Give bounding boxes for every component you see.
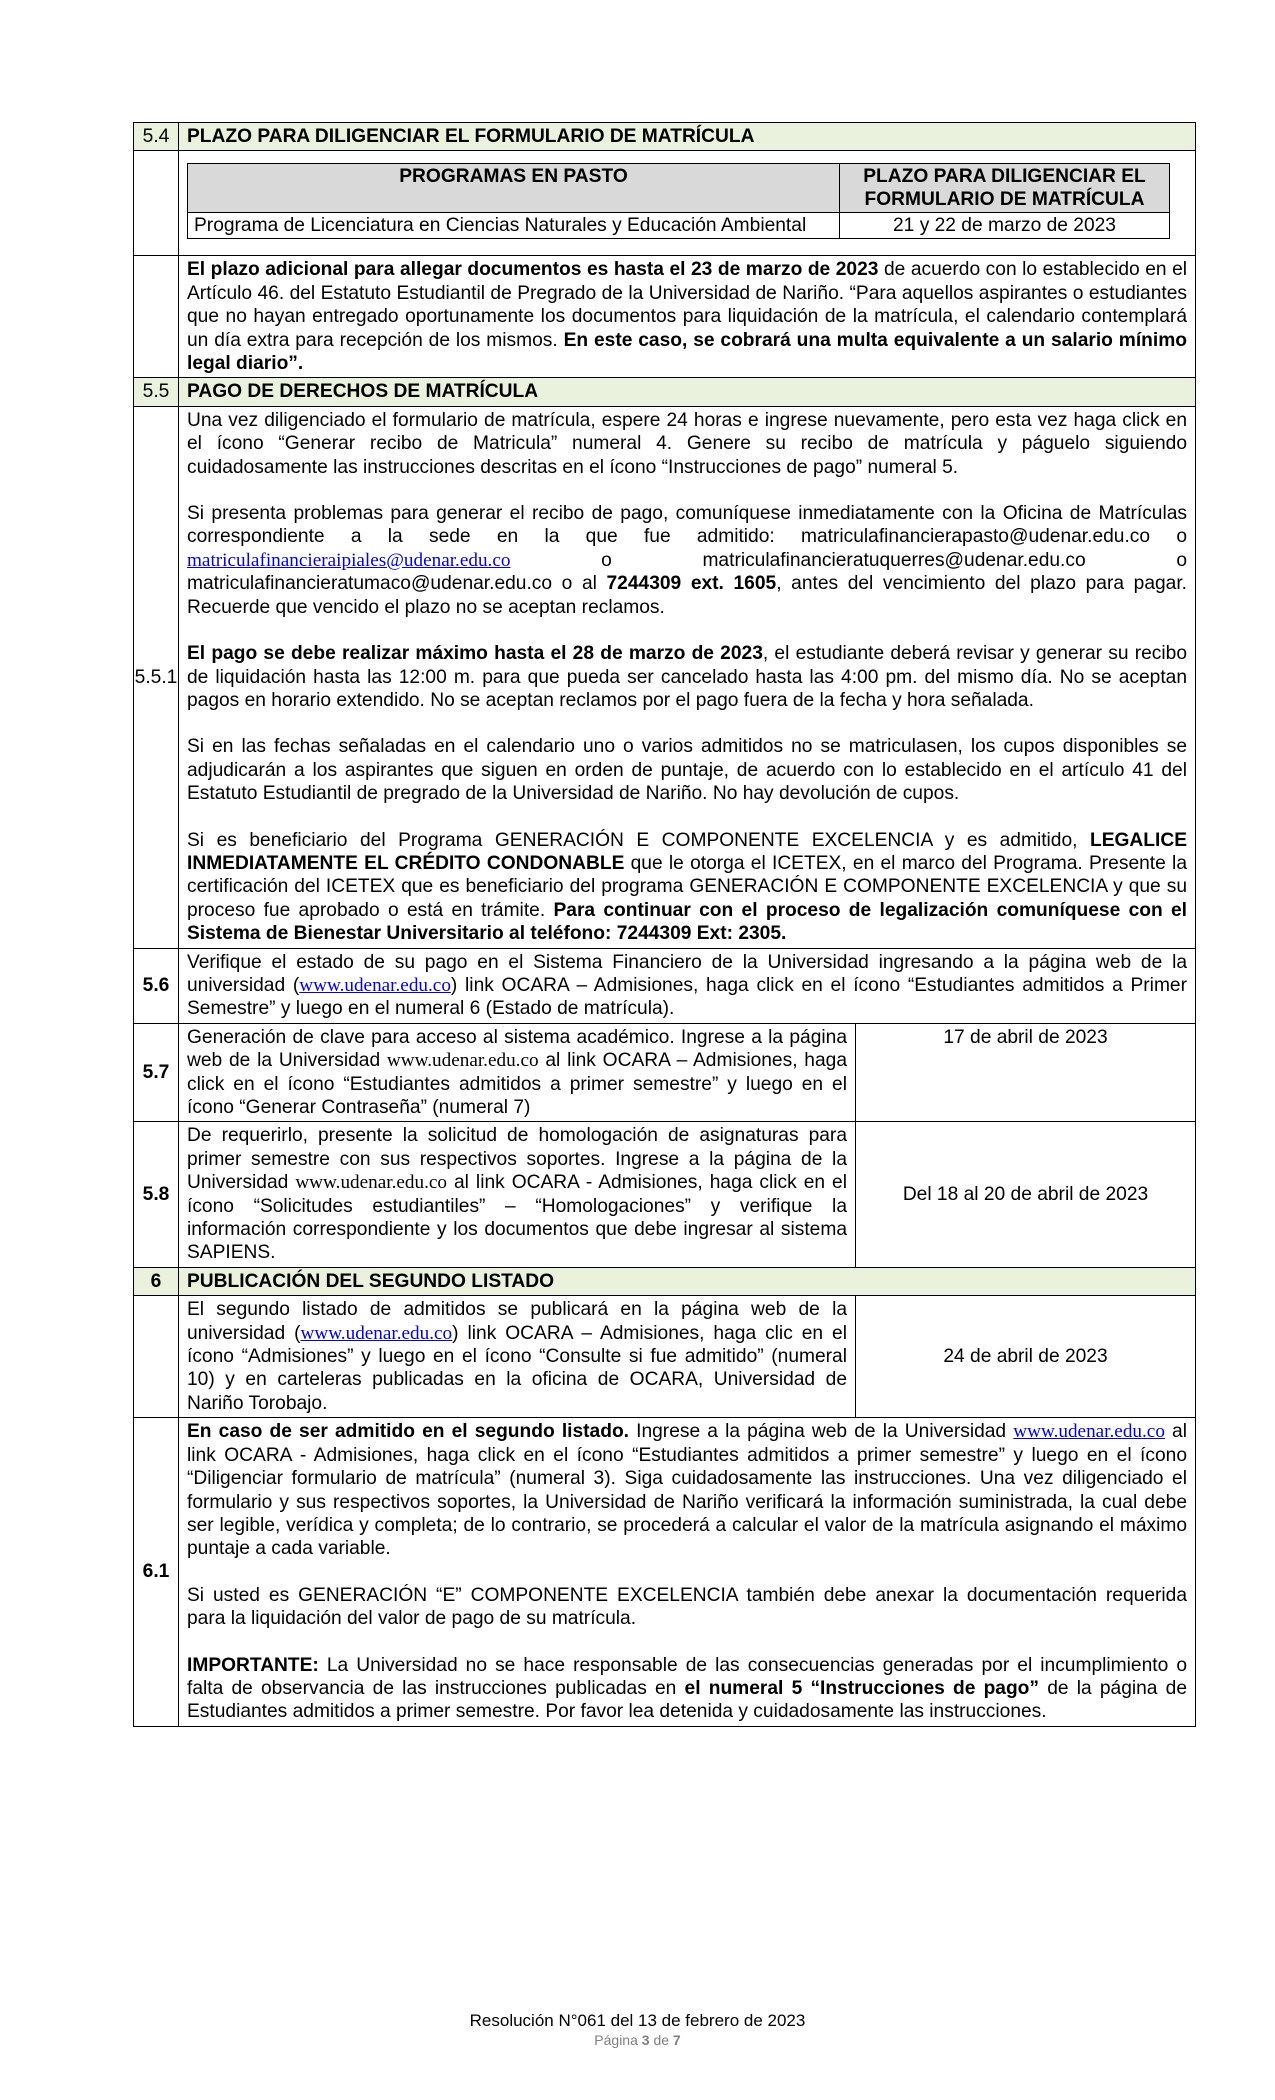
payment-status-text: Verifique el estado de su pago en el Sistema Financiero de la Universidad ingresando a la página web de la universidad (www.udenar.edu.co) link OCARA – Admisiones, haga click en el ícono “Estudiantes admitidos a Primer Semestre” y luego en el numeral 6 (Estado de matrícula). (179, 948, 1196, 1023)
second-list-admitted-paragraph: En caso de ser admitido en el segundo listado. Ingrese a la página web de la Universidad www.udenar.edu.co al link OCARA - Admisiones, haga click en el ícono “Estudiantes admitidos a primer semestre” y luego en el ícono “Diligenciar formulario de matrícula” (numeral 3). Siga cuidadosamente las instrucciones. Una vez diligenciado el formulario y sus respectivos soportes, la Universidad de Nariño verificará la información suministrada, la cual debe ser legible, verídica y completa; de lo contrario, se procederá a calcular el valor de la matrícula asignando el máximo puntaje a cada variable. (187, 1421, 1187, 1560)
section-number: 5.8 (134, 1122, 179, 1267)
section-5-5-header (134, 378, 1196, 406)
udenar-link[interactable]: www.udenar.edu.co (299, 974, 451, 996)
section-title: PLAZO PARA DILIGENCIAR EL FORMULARIO DE MATRÍCULA (179, 123, 1196, 151)
quota-reassignment-paragraph: Si en las fechas señaladas en el calendario uno o varios admitidos no se matriculasen, los cupos disponibles se adjudicarán a los aspirantes que siguen en orden de puntaje, de acuerdo con lo establecido en el artículo 41 del Estatuto Estudiantil de pregrado de la Universidad de Nariño. No hay devolución de cupos. (187, 736, 1187, 805)
program-name: Programa de Licenciatura en Ciencias Naturales y Educación Ambiental (188, 213, 840, 239)
udenar-link[interactable]: www.udenar.edu.co (1013, 1421, 1165, 1443)
section-number: 5.5.1 (134, 406, 179, 948)
section-6-header (134, 1267, 1196, 1295)
section-5-4-note (134, 256, 1196, 378)
section-number: 6 (134, 1267, 179, 1295)
password-generation-text: Generación de clave para acceso al sistema académico. Ingrese a la página web de la Universidad www.udenar.edu.co al link OCARA – Admisiones, haga click en el ícono “Estudiantes admitidos a primer semestre” y luego en el ícono “Generar Contraseña” (numeral 7) (179, 1023, 856, 1122)
section-number: 5.5 (134, 378, 179, 406)
section-5-8 (134, 1122, 1196, 1267)
section-5-4-header (134, 123, 1196, 151)
section-title: PUBLICACIÓN DEL SEGUNDO LISTADO (179, 1267, 1196, 1295)
homologation-text: De requerirlo, presente la solicitud de homologación de asignaturas para primer semestre con sus respectivos soportes. Ingrese a la página de la Universidad www.udenar.edu.co al link OCARA - Admisiones, haga click en el ícono “Solicitudes estudiantiles” – “Homologaciones” y verifique la información correspondiente y los documentos que debe ingresar al sistema SAPIENS. (179, 1122, 856, 1267)
generacion-e-paragraph: Si es beneficiario del Programa GENERACIÓN E COMPONENTE EXCELENCIA y es admitido, LEGALICE INMEDIATAMENTE EL CRÉDITO CONDONABLE que le otorga el ICETEX, en el marco del Programa. Presente la certificación del ICETEX que es beneficiario del programa GENERACIÓN E COMPONENTE EXCELENCIA y que su proceso fue aprobado o está en trámite. Para continuar con el proceso de legalización comuníquese con el Sistema de Bienestar Universitario al teléfono: 7244309 Ext: 2305. (187, 829, 1188, 945)
section-title: PAGO DE DERECHOS DE MATRÍCULA (179, 378, 1196, 406)
payment-problems-paragraph: Si presenta problemas para generar el recibo de pago, comuníquese inmediatamente con la Oficina de Matrículas correspondiente a la sede en la que fue admitido: matriculafinancierapasto@udenar.edu.co o matriculafinancieraipiales@udenar.edu.co o matriculafinancieratuquerres@udenar.edu.co o matriculafinancieratumaco@udenar.edu.co o al 7244309 ext. 1605, antes del vencimiento del plazo para pagar. Recuerde que vencido el plazo no se aceptan reclamos. (187, 503, 1187, 618)
footer-resolution: Resolución N°061 del 13 de febrero de 2023 (469, 2011, 806, 2030)
section-number: 5.6 (134, 948, 179, 1023)
additional-deadline-note: El plazo adicional para allegar documentos es hasta el 23 de marzo de 2023 de acuerdo con lo establecido en el Artículo 46. del Estatuto Estudiantil de Pregrado de la Universidad de Nariño. “Para aquellos aspirantes o estudiantes que no hayan entregado oportunamente los documentos para liquidación de la matrícula, el calendario contemplará un día extra para recepción de los mismos. En este caso, se cobrará una multa equivalente a un salario mínimo legal diario”. (179, 256, 1196, 378)
section-5-6 (134, 948, 1196, 1023)
section-date: Del 18 al 20 de abril de 2023 (856, 1122, 1196, 1267)
section-6-1 (134, 1418, 1196, 1726)
generacion-e-docs-paragraph: Si usted es GENERACIÓN “E” COMPONENTE EXCELENCIA también debe anexar la documentación requerida para la liquidación del valor de pago de su matrícula. (187, 1584, 1187, 1630)
deadline-header: PLAZO PARA DILIGENCIAR EL FORMULARIO DE MATRÍCULA (840, 164, 1170, 213)
section-6-body (134, 1296, 1196, 1418)
important-paragraph: IMPORTANTE: La Universidad no se hace responsable de las consecuencias generadas por el incumplimiento o falta de observancia de las instrucciones publicadas en el numeral 5 “Instrucciones de pago” de la página de Estudiantes admitidos a primer semestre. Por favor lea detenida y cuidadosamente las instrucciones. (187, 1654, 1188, 1723)
program-deadline-table (187, 163, 1170, 239)
footer-page-number: Página 3 de 7 (594, 2032, 681, 2048)
document-page (133, 122, 1195, 1727)
udenar-link[interactable]: www.udenar.edu.co (386, 1050, 539, 1072)
calendar-table (133, 122, 1196, 1727)
section-5-7 (134, 1023, 1196, 1122)
section-date: 24 de abril de 2023 (856, 1296, 1196, 1418)
section-date: 17 de abril de 2023 (856, 1023, 1196, 1122)
section-number: 6.1 (134, 1418, 179, 1726)
udenar-link[interactable]: www.udenar.edu.co (295, 1172, 447, 1194)
section-5-4-body (134, 151, 1196, 256)
email-link[interactable]: matriculafinancieraipiales@udenar.edu.co (187, 549, 511, 571)
section-number: 5.7 (134, 1023, 179, 1122)
payment-instructions-paragraph: Una vez diligenciado el formulario de matrícula, espere 24 horas e ingrese nuevamente, pero esta vez haga click en el ícono “Generar recibo de Matricula” numeral 4. Genere su recibo de matrícula y páguelo siguiendo cuidadosamente las instrucciones descritas en el ícono “Instrucciones de pago” numeral 5. (187, 409, 1187, 478)
payment-deadline-paragraph: El pago se debe realizar máximo hasta el 28 de marzo de 2023, el estudiante deberá revisar y generar su recibo de liquidación hasta las 12:00 m. para que pueda ser cancelado hasta las 4:00 pm. del mismo día. No se aceptan pagos en horario extendido. No se aceptan reclamos por el pago fuera de la fecha y hora señalada. (187, 643, 1187, 711)
second-list-text: El segundo listado de admitidos se publicará en la página web de la universidad (www.udenar.edu.co) link OCARA – Admisiones, haga clic en el ícono “Admisiones” y luego en el ícono “Consulte si fue admitido” (numeral 10) y en carteleras publicadas en la oficina de OCARA, Universidad de Nariño Torobajo. (179, 1296, 856, 1418)
program-deadline: 21 y 22 de marzo de 2023 (840, 213, 1170, 239)
section-5-5-1 (134, 406, 1196, 948)
udenar-link[interactable]: www.udenar.edu.co (300, 1322, 453, 1344)
section-number: 5.4 (134, 123, 179, 151)
programs-header: PROGRAMAS EN PASTO (188, 164, 840, 213)
